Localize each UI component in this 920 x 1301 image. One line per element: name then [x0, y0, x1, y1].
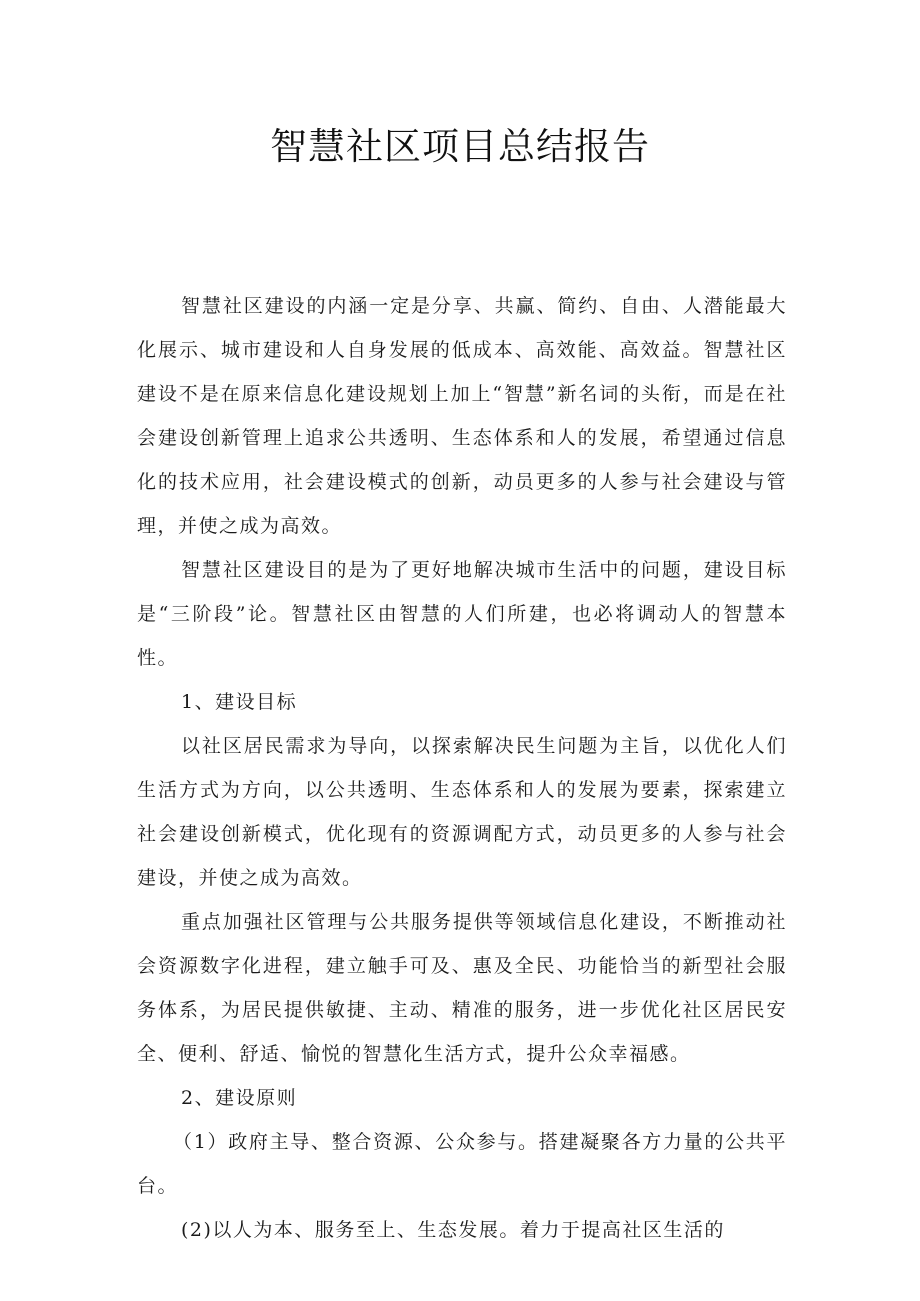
paragraph-purpose: 智慧社区建设目的是为了更好地解决城市生活中的问题，建设目标是“三阶段”论。智慧社区由智慧的人们所建，也必将调动人的智慧本性。 [137, 559, 787, 669]
section-heading-goals: 1、建设目标 [181, 691, 298, 713]
principle-item-2: (2)以人为本、服务至上、生态发展。着力于提高社区生活的 [181, 1219, 725, 1241]
paragraph-goals: 以社区居民需求为导向，以探索解决民生问题为主旨，以优化人们生活方式为方向，以公共透明、生态体系和人的发展为要素，探索建立社会建设创新模式，优化现有的资源调配方式，动员更多的人参与社会建设，并使之成为高效。 [137, 735, 787, 889]
paragraph-connotation: 智慧社区建设的内涵一定是分享、共赢、简约、自由、人潜能最大化展示、城市建设和人自身发展的低成本、高效能、高效益。智慧社区建设不是在原来信息化建设规划上加上“智慧”新名词的头衔，而是在社会建设创新管理上追求公共透明、生态体系和人的发展，希望通过信息化的技术应用，社会建设模式的创新，动员更多的人参与社会建设与管理，并使之成为高效。 [137, 295, 787, 537]
document-body [137, 284, 787, 1252]
section-heading-principles: 2、建设原则 [181, 1087, 298, 1109]
paragraph-focus: 重点加强社区管理与公共服务提供等领域信息化建设，不断推动社会资源数字化进程，建立触手可及、惠及全民、功能恰当的新型社会服务体系，为居民提供敏捷、主动、精准的服务，进一步优化社区居民安全、便利、舒适、愉悦的智慧化生活方式，提升公众幸福感。 [137, 911, 787, 1065]
document-title: 智慧社区项目总结报告 [270, 125, 650, 168]
principle-item-1: （1）政府主导、整合资源、公众参与。搭建凝聚各方力量的公共平台。 [137, 1131, 787, 1197]
